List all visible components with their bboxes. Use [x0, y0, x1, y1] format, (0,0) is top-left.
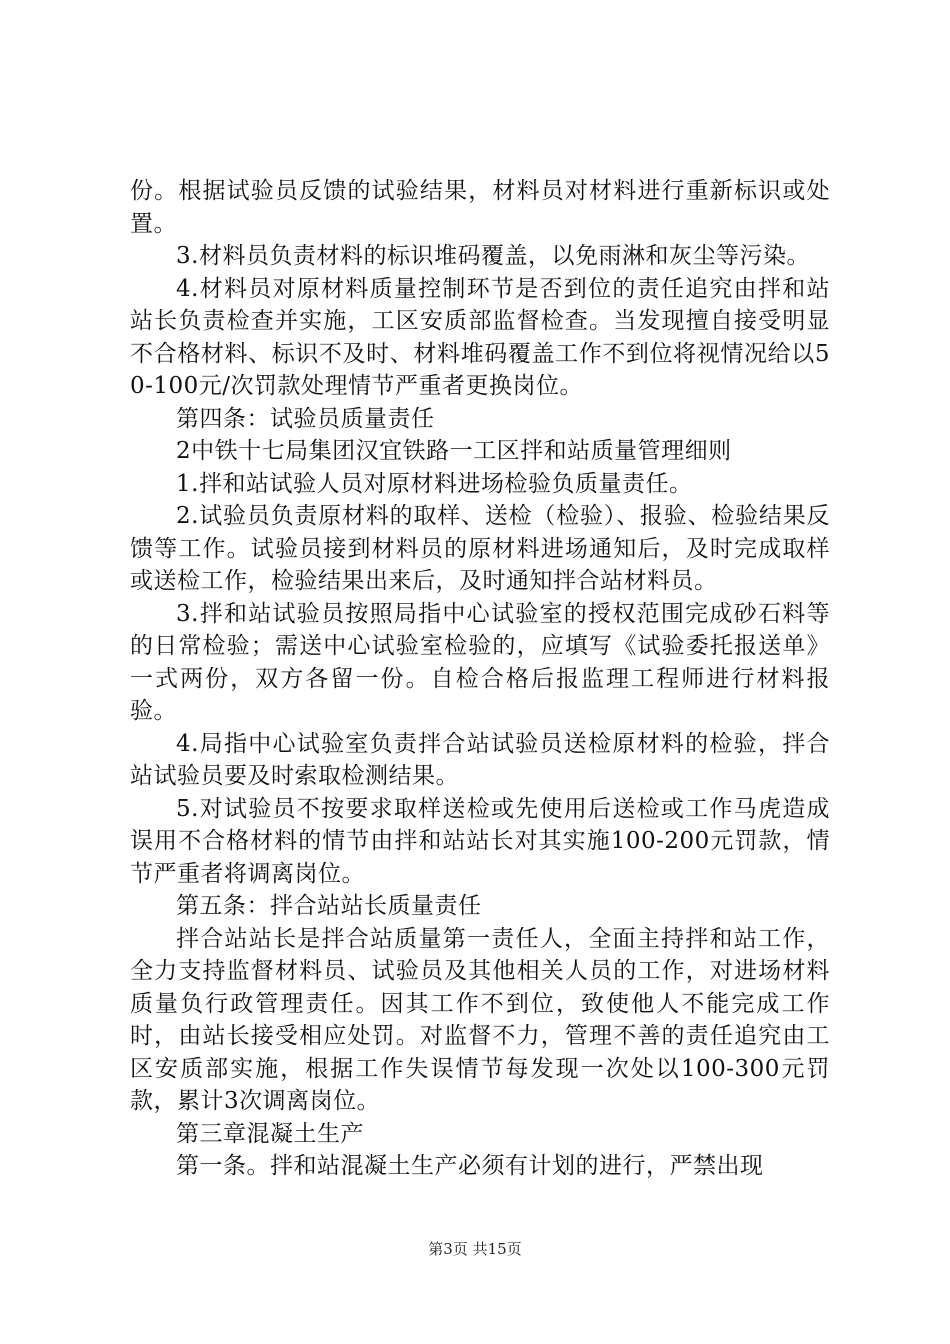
paragraph-article-1: 第一条。拌和站混凝土生产必须有计划的进行，严禁出现 [176, 1153, 764, 1179]
page-footer: 第3页 共15页 [428, 1240, 522, 1258]
paragraph-item-2: 2.试验员负责原材料的取样、送检（检验）、报验、检验结果反馈等工作。试验员接到材料员的原材料进场通知后，及时完成取样或送检工作，检验结果出来后，及时通知拌合站材料员。 [130, 503, 830, 594]
paragraph-item-5: 5.对试验员不按要求取样送检或先使用后送检或工作马虎造成误用不合格材料的情节由拌和站站长对其实施100-200元罚款，情节严重者将调离岗位。 [130, 795, 830, 887]
section-heading-article-5: 第五条：拌合站站长质量责任 [176, 893, 482, 919]
chapter-heading-3: 第三章混凝土生产 [176, 1120, 364, 1147]
paragraph-item-4b: 4.局指中心试验室负责拌合站试验员送检原材料的检验，拌合站试验员要及时索取检测结果。 [130, 730, 830, 789]
paragraph-station-manager: 拌合站站长是拌合站质量第一责任人，全面主持拌和站工作，全力支持监督材料员、试验员及其他相关人员的工作，对进场材料质量负行政管理责任。因其工作不到位，致使他人不能完成工作时，由站长接受相应处罚。对监督不力，管理不善的责任追究由工区安质部实施，根据工作失误情节每发现一次处以100-300元罚款，累计3次调离岗位。 [130, 925, 830, 1114]
document-title-line: 2中铁十七局集团汉宜铁路一工区拌和站质量管理细则 [176, 438, 732, 464]
paragraph-continuation: 份。根据试验员反馈的试验结果，材料员对材料进行重新标识或处置。 [130, 178, 830, 237]
document-page [130, 175, 830, 1183]
section-heading-article-4: 第四条：试验员质量责任 [176, 405, 435, 432]
paragraph-item-4: 4.材料员对原材料质量控制环节是否到位的责任追究由拌和站站长负责检查并实施，工区安质部监督检查。当发现擅自接受明显不合格材料、标识不及时、材料堆码覆盖工作不到位将视情况给以50-100元/次罚款处理情节严重者更换岗位。 [130, 275, 830, 399]
paragraph-item-3: 3.材料员负责材料的标识堆码覆盖，以免雨淋和灰尘等污染。 [176, 243, 810, 269]
paragraph-item-3b: 3.拌和站试验员按照局指中心试验室的授权范围完成砂石料等的日常检验；需送中心试验室检验的，应填写《试验委托报送单》一式两份，双方各留一份。自检合格后报监理工程师进行材料报验。 [130, 600, 830, 724]
paragraph-item-1: 1.拌和站试验人员对原材料进场检验负质量责任。 [176, 470, 693, 497]
